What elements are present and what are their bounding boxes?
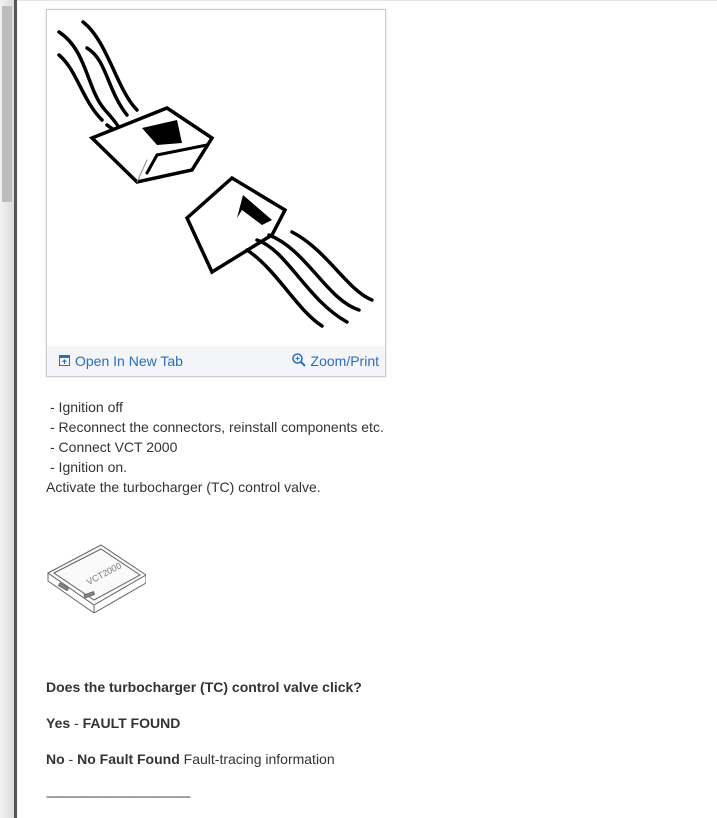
open-in-new-tab-link[interactable] [59, 353, 183, 369]
separator-line: ------------------------------------------------ [46, 789, 190, 803]
yes-label: Yes [46, 715, 71, 731]
panel-divider [14, 0, 17, 818]
open-in-new-tab-label: Open In New Tab [75, 353, 183, 369]
step-list [46, 397, 706, 497]
zoom-print-label: Zoom/Print [310, 353, 379, 369]
step-item: - Connect VCT 2000 [50, 439, 178, 455]
svg-text:VCT2000: VCT2000 [84, 560, 124, 588]
document-content [46, 9, 706, 803]
dash: - [64, 751, 78, 767]
no-fault-found-link[interactable]: No Fault Found [77, 751, 180, 767]
dash: - [70, 715, 83, 731]
scrollbar-thumb[interactable] [2, 6, 12, 202]
question-text: Does the turbocharger (TC) control valve click? [46, 679, 362, 695]
instruction-text: Activate the turbocharger (TC) control valve. [46, 479, 321, 495]
connector-illustration [47, 10, 385, 346]
new-tab-icon [59, 353, 70, 369]
no-answer [46, 751, 706, 767]
top-divider [17, 0, 717, 1]
connector-figure [46, 9, 386, 377]
zoom-print-link[interactable] [292, 353, 379, 370]
fault-found-link[interactable]: FAULT FOUND [82, 715, 181, 731]
step-item: - Ignition off [50, 399, 123, 415]
step-item: - Ignition on. [50, 459, 128, 475]
figure-toolbar [47, 346, 385, 376]
vct2000-device-image [46, 543, 146, 613]
fault-tracing-text: Fault-tracing information [179, 751, 335, 767]
scrollbar-track[interactable] [0, 0, 14, 818]
yes-answer [46, 715, 706, 731]
step-item: - Reconnect the connectors, reinstall components etc. [50, 419, 384, 435]
zoom-in-icon [292, 353, 306, 370]
no-label: No [46, 751, 65, 767]
